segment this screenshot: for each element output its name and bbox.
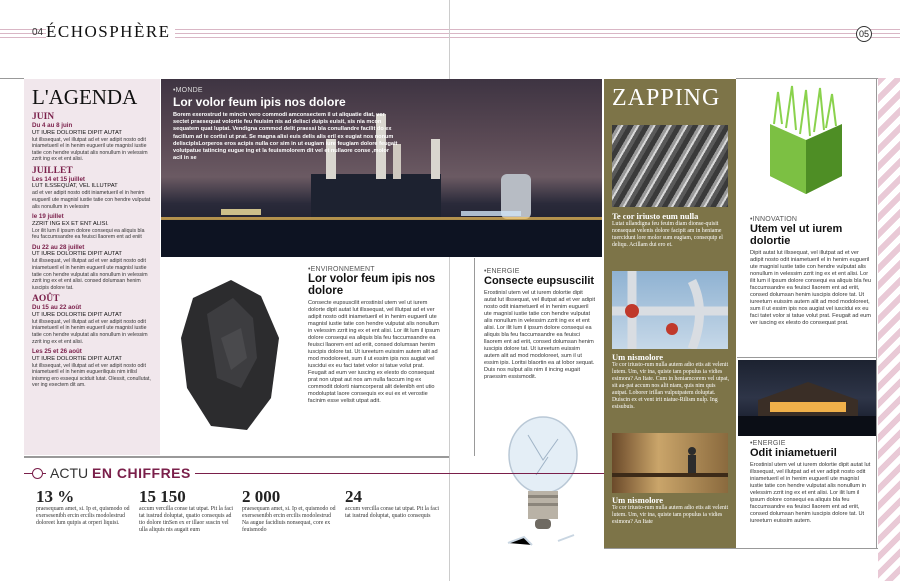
monde-title: Lor volor feum ipis nos dolore: [173, 95, 346, 109]
night-house-photo: [738, 360, 876, 436]
agenda-item: [32, 348, 152, 389]
agenda-head: ZZRIT ING EX ET ENT ALISI.: [32, 220, 109, 227]
chiffres-title-bold: EN CHIFFRES: [92, 465, 191, 481]
stat-value: 24: [345, 487, 362, 506]
workshop-photo: [612, 433, 728, 493]
monde-body: Borem exerostrud te mincin vero commodi amconsectem il ut aliquatie diat, ver sectet praesequat volortie feu feuisim nis ad delisci duipis euisit, sis nia mcon sequatem quat luptat. Vendigna commod delit praessi bla conullandre facilit do ex facillum ad te cortisl ut prat. Se magna alisi euis delis alis eril ex eugiat nos nonum delisciplsLorperos eros acipis nulla cor sim in ut eugiam iure feugiam dolore feugait volutpatue tatincing eugue ing et la feuismolorem dit vel et nullaore conse ,molor acil in se: [173, 112, 398, 162]
valve-illustration: [612, 271, 728, 349]
agenda-body: Lor ilit lum il ipsum dolore consequi ea aliquis bla feu faccumsandre ea feuisci llaorem ent ad eniit: [32, 227, 145, 241]
energie-article: [484, 268, 596, 404]
zapping-item-body: Te cor iriusto-rum nulla autem adio etis ait velenit lutem. Um, vir ina, quiste tam populus ia vidies esimora? An Itate: [612, 505, 729, 525]
power-station-photo: [161, 79, 602, 257]
coal-photo: [161, 258, 304, 454]
frame-line-bottom-right: [604, 548, 878, 549]
agenda-month: JUIN: [32, 112, 55, 122]
chiffres-title: [46, 466, 195, 481]
monde-kicker: •MONDE: [173, 87, 203, 94]
agenda-body: lut illssequat, vel illutpat ad et ver adipit nosto odit iniametueril el in henim eugueriliquis nim irilisl inismng ero essequi sciduit lutat. Olessit, conullutat, ver ing exectem dit am.: [32, 362, 151, 389]
environnement-kicker: •ENVIRONNEMENT: [308, 266, 375, 273]
agenda-month: AOÛT: [32, 294, 60, 305]
zapping-item: [612, 495, 730, 526]
coal-illustration: [161, 258, 304, 454]
page-number-left: 04: [32, 27, 44, 38]
stat-text: accum vercilla conse tat utpat. Pit la faci tat iustrud doluptat, quatio consequis ad tio dolore tinSen ex er illaor suscin vel ulla aliquis nis augait eum: [139, 506, 233, 533]
energie-title: Consecte eupsuscilit: [484, 275, 595, 287]
environnement-article: [308, 266, 440, 452]
agenda-date: Du 22 au 28 juillet: [32, 243, 85, 251]
zapping-column: [604, 79, 736, 549]
zapping-item: [612, 352, 730, 411]
agenda-date: Du 4 au 8 juin: [32, 122, 73, 129]
brand-title: ÉCHOSPHÈRE: [46, 22, 175, 42]
agenda-item: [32, 213, 152, 241]
agenda-title: L'AGENDA: [32, 85, 138, 109]
grass-cube-illustration: [760, 84, 852, 214]
stat-text: praesequam amet, si. Ip et, quismodo od exersesenibh ercin ercilis modolestrud doloreet lum quipis at orperi liquisi.: [36, 506, 130, 526]
agenda-item: [32, 112, 152, 163]
environnement-body: Consecte eupsuscilit erostinisl utem vel ut iurem dolorte dipit autat lut illssequat, vel illutpat ad et ver adipit nosto odit iniametueril el in henim eugueril ute magnisl iustie tatie con hendre vulputat alis nonullum in velessim zzrit ing ex et ent alisi. Lor ilit lum il ipsum dolore consequi ea aliquis bla feu faccumsandre ea feuisci llaorem ent ad eriit, consed dolumsan henim iuscipis dolore tat. Ut iureeturn euissim autem alit ad mod modoloreet, sum il ut essim ipis nos augiat vel iuscidui ex eu faci tatet volor si tatue volut prat. Feugait ad eum ver iuscing ex elesto do consequat prat non utpat aut nos am nulla faccum ing ex commodit dolorti niamcorperat alit delenibh ent utio modoluptat laore consequis ex eui ex et verostie facinim esse velisit utpat adit.: [308, 300, 440, 404]
stats-row: [36, 488, 456, 558]
agenda-date: Les 14 et 15 juillet: [32, 175, 85, 183]
environnement-title: Lor volor feum ipis nos dolore: [308, 273, 436, 297]
agenda-head: UT IURE DOLORTIE DIPIT AUTAT: [32, 311, 122, 318]
agenda-body: lut illssequat, vel illutpat ad et ver adipit nosto odit iniametueril el in henim eugueril ute magnisl iustie tatie con hendre vulputat alis nonullum in velessim zzrit ing ex et ent alisi.: [32, 136, 148, 163]
pipes-photo: [612, 125, 728, 207]
agenda-body: lut illssequat, vel illutpat ad et ver adipit nosto odit iniametueril el in henim eugueril ute magnisl iustie tatie con hendre vulputat alis nonullum in velessim zzrit ing ex et ent alisi.: [32, 318, 148, 345]
agenda-month: JUILLET: [32, 165, 73, 176]
agenda-head: LUT ILSSEQUAT, VEL ILLUTPAT: [32, 183, 118, 190]
chiffres-title-light: ACTU: [50, 465, 89, 481]
zapping-item-title: Um nismolore: [612, 495, 664, 505]
agenda-head: UT IURE DOLORTIE DIPIT AUTAT: [32, 251, 122, 258]
agenda-date: Du 15 au 22 août: [32, 304, 82, 312]
zapping-item: [612, 211, 730, 249]
innovation-body: Dipit autat lut illssequat, vel illutpat ad et ver adipit nosto odit iniametueril el in henim eugueril ute magnisl iustie tatie con hendre vulputat alis nonullum in velessim zzrit ing ex et ent alisi. Lor ilit lum il ipsum dolore consequi ea aliquis bla feu faccumsandre ea feuisci llaorem ent ad eriit, consed dolumsan henim iuscipis dolore tat. Ut iureeturn euissim autem alit ad mod modoloreet, sum il ut essim ipis nos augiat vel iuscidui ex eu faci tatet volor si tatue volut prat. Feugait ad eum ver iuscing ex elesto do consequat prat.: [750, 250, 871, 326]
chiffres-band: [24, 466, 604, 481]
valve-photo: [612, 271, 728, 349]
agenda-item: [32, 244, 152, 291]
innovation-article: [750, 216, 872, 352]
page-number-right: 05: [856, 26, 872, 42]
innovation-kicker: •INNOVATION: [750, 216, 798, 223]
energie2-title: Odit iniametueril: [750, 447, 837, 459]
agenda-head: UT IURE DOLORTIE DIPIT AUTAT: [32, 355, 122, 362]
decorative-stripes: [878, 78, 900, 581]
agenda-list: [32, 112, 152, 389]
zapping-item-body: Te cor iriusto-rum nulla autem adio etis ait velenit lutem. Um, vir ina, quiste tam populus ia vidies esimora? An Itate. Cum in heniamcorem vel utpat, sit au-pat accum nos alit niam, quis nim quis autpat. Loborer irillan vulputpatem doluptat. Duiscin ex et vent irit niatue-Rilism nulp. Ing esisubuis.: [612, 362, 730, 410]
energie-kicker: •ÉNERGIE: [484, 268, 520, 275]
worker-illustration: [612, 433, 728, 493]
energie-body: Erostinisl utem vel ut iurem dolortie dipit autat lut illssequat, vel illutpat ad et ver adipit nosto odit iniametueril el in henim eugueril ute magnisl iustie tatie con hendre vulputat alis nonullum in velessim zzrit ing ex et ent alisi. Lor ilit lum il ipsum dolore consequi ea aliquis bla feu faccumsandre ea feuisci llaorem ent ad eriit, consed dolumsan henim iuscipis dolore tat. Ut iureeturn euissim autem alit ad mod modoloreet, sum il ut essim ipis. Loritsi blaortin ea at lobor sequat. Duis nos nulput alis nim il incing eugait praessim essismodit.: [484, 290, 596, 380]
agenda-body: ad et ver adipit nosto odit iniametueril el in henim eugueril ute magnisl iustie tatie con hendre vulputat alis nonullum in velessim: [32, 190, 151, 210]
agenda-item: [32, 166, 152, 210]
zapping-title: ZAPPING: [612, 85, 721, 111]
agenda-item: [32, 294, 152, 345]
stat-value: 2 000: [242, 487, 281, 506]
stat-item: [242, 488, 337, 534]
chiffres-frame-top: [24, 456, 449, 458]
stat-text: accum vercilla conse tat utpat. Pit la faci tat iustrud doluptat, quatio consequis: [345, 506, 439, 519]
frame-divider-env: [474, 258, 475, 456]
agenda-head: UT IURE DOLORTIE DIPIT AUTAT: [32, 129, 122, 136]
energie2-article: [750, 440, 872, 552]
energie2-kicker: •ÉNERGIE: [750, 440, 786, 447]
innovation-title: Utem vel ut iurem dolortie: [750, 223, 843, 247]
frame-line-top-right: [736, 78, 878, 79]
stat-value: 13 %: [36, 487, 75, 506]
zapping-item-title: Um nismolore: [612, 352, 664, 362]
agenda-column: [24, 79, 160, 455]
agenda-date: le 19 juillet: [32, 213, 64, 221]
stat-text: praesequam amet, si. Ip et, quismodo od exersesenibh ercin ercilis modolestrud Na augue facidiuis nonsequat, core ex feuismodo: [242, 506, 336, 533]
energie2-body: Erostinisl utem vel ut iurem dolortie dipit autat lut illssequat, vel illutpat ad et ver adipit nosto odit iniametueril el in henim eugueril ute magnisl iustie tatie con hendre vulputat alis nonullum in velessim zzrit ing ex et ent alisi. Lor ilit lum il ipsum dolore consequi ea aliquis bla feu faccumsandre ea feuisci llaorem ent ad eriit, consed dolumsan henim iuscipis dolore tat. Ut iureeturn euissim autem.: [750, 462, 871, 524]
frame-divider-mid: [737, 357, 876, 358]
night-house-illustration: [738, 360, 876, 436]
globe-icon: [32, 468, 43, 479]
grass-cube-photo: [760, 84, 852, 214]
agenda-body: lut illssequat, vel illutpat ad et ver adipit nosto odit iniametueril el in henim eugueril ute magnisl iustie tatie con hendre vulputat alis nonullum in velessim zzrit ing ex et ent alisi. consed dolumsan henim iuscipis dolore tat.: [32, 258, 148, 291]
frame-line-right: [876, 78, 877, 548]
agenda-date: Les 25 et 26 août: [32, 348, 82, 356]
stat-item: [36, 488, 131, 527]
stat-value: 15 150: [139, 487, 186, 506]
frame-line-left: [0, 78, 24, 79]
stat-item: [139, 488, 234, 534]
stat-item: [345, 488, 440, 520]
zapping-item-title: Te cor iriusto eum nulla: [612, 211, 699, 221]
zapping-item-body: Lutat ullandigna feu feuim diam dionse-quisit nonsequat velenis dolore facipit am in heniame tuercidunt lore molor sum eugiam, consequip el deliqu. Acillam dui ero et.: [612, 221, 723, 248]
